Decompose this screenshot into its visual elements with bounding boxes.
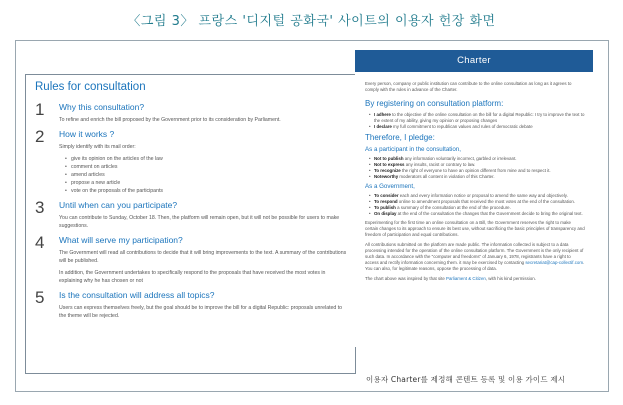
rule-text: In addition, the Government undertakes to specifically respond to the proposals that have received the most votes in explaining why he has chosen or not xyxy=(59,270,326,284)
list-item: • Not to express any insults, racist or contrary to law. xyxy=(369,162,585,168)
list-item: • give its opinion on the articles of the law xyxy=(65,155,347,163)
list-item: • comment on articles xyxy=(65,163,347,171)
participant-heading: As a participant in the consultation, xyxy=(365,146,461,153)
list-item: • On display at the end of the consultation the changes that the Government decide to bring the original text. xyxy=(369,211,585,217)
rule-text: Users can express themselves freely, but the goal should be to improve the bill for a digital Republic: proposals unrelated to the theme will be rejected. xyxy=(59,305,343,319)
rule-number: 5 xyxy=(35,288,45,307)
list-item: • propose a new article xyxy=(65,179,347,187)
list-item: • To recognize the right of everyone to have an opinion different from mine and to respect it. xyxy=(369,168,585,174)
source-site-link[interactable]: Parliament & Citizen xyxy=(446,276,486,281)
rule-3 xyxy=(35,200,347,230)
list-item: • Noteworthy moderators all content in violation of this Charter. xyxy=(369,174,585,180)
rule-list xyxy=(65,155,347,195)
government-list xyxy=(369,193,585,217)
charter-header: Charter xyxy=(355,50,593,72)
register-list xyxy=(369,112,585,130)
charter-body xyxy=(355,72,593,282)
rule-2 xyxy=(35,129,347,195)
pledge-heading: Therefore, I pledge: xyxy=(365,133,435,142)
charter-paragraph: All contributions submitted on the platform are made public. The information collected is subject to a data processing intended for the operation of the online consultation platform. The Government is the only recipient of such data. In accordance with the "computer and freedoms" of January 6, 1978, registrants have a right to access and rectify information concerning them. it may be exercised by contacting secretariat@cap-collectif.com. You can also, for legitimate reasons, oppose the processing of data. xyxy=(365,242,585,271)
list-item: • To publish a summary of the consultation at the end of the procedure. xyxy=(369,205,585,211)
rule-number: 3 xyxy=(35,198,45,217)
figure-caption: 이용자 Charter를 제정해 콘텐트 등록 및 이용 가이드 제시 xyxy=(366,375,566,384)
rule-1 xyxy=(35,102,347,124)
charter-paragraph: Experimenting for the first time an online consultation on a Bill, the Government reserves the right to make certain changes to its approach to ensure its best use, without sacrificing the basic principles of transparency and freedom of participation and equal contributions. xyxy=(365,220,585,237)
rule-heading: Until when can you participate? xyxy=(59,200,178,210)
rule-4 xyxy=(35,235,347,285)
list-item: • I declare my full commitment to republican values and rules of democratic debate xyxy=(369,124,585,130)
rules-panel xyxy=(25,74,356,374)
figure-title: 〈그림 3〉 프랑스 '디지털 공화국' 사이트의 이용자 헌장 화면 xyxy=(127,14,496,29)
rules-title: Rules for consultation xyxy=(35,81,146,93)
participant-list xyxy=(369,156,585,180)
rule-heading: Is the consultation will address all topics? xyxy=(59,290,215,300)
rule-heading: What will serve my participation? xyxy=(59,235,183,245)
rule-text: Simply identify with its mail order: xyxy=(59,144,136,150)
charter-intro: Every person, company or public institution can contribute to the online consultation as long as it agrees to comply with the rules in advance of the Charter. xyxy=(365,81,572,92)
contact-email-link[interactable]: secretariat@cap-collectif.com xyxy=(525,260,584,265)
rule-5 xyxy=(35,290,347,320)
list-item: • I adhere to the objective of the online consultation on the bill for a digital Republic: I try to improve the text to the extent of my ability, giving my opinion or proposing changes xyxy=(369,112,585,124)
rule-number: 1 xyxy=(35,100,45,119)
rule-heading: How it works ? xyxy=(59,129,115,139)
list-item: • Not to publish any information voluntarily incorrect, garbled or irrelevant. xyxy=(369,156,585,162)
list-item: • amend articles xyxy=(65,171,347,179)
rule-number: 2 xyxy=(35,127,45,146)
charter-panel xyxy=(355,50,593,347)
government-heading: As a Government, xyxy=(365,183,415,190)
rule-number: 4 xyxy=(35,233,45,252)
rule-text: The Government will read all contributions to decide that it will bring improvements to the text. A summary of the contributions will be published. xyxy=(59,250,347,264)
register-heading: By registering on consultation platform: xyxy=(365,99,504,108)
list-item: • To respond online to amendment proposals that received the most votes at the end of the consultation. xyxy=(369,199,585,205)
list-item: • To consider each and every information notice or proposal to amend the same way and objectively. xyxy=(369,193,585,199)
rule-text: To refine and enrich the bill proposed by the Government prior to its consideration by Parliament. xyxy=(59,117,281,123)
rule-heading: Why this consultation? xyxy=(59,102,145,112)
charter-paragraph: The chart above was inspired by that site Parliament & Citizen, with his kind permission. xyxy=(365,276,536,281)
rule-text: You can contribute to Sunday, October 18. Then, the platform will remain open, but it will not be possible for users to make suggestions. xyxy=(59,215,340,229)
list-item: • vote on the proposals of the participants xyxy=(65,187,347,195)
